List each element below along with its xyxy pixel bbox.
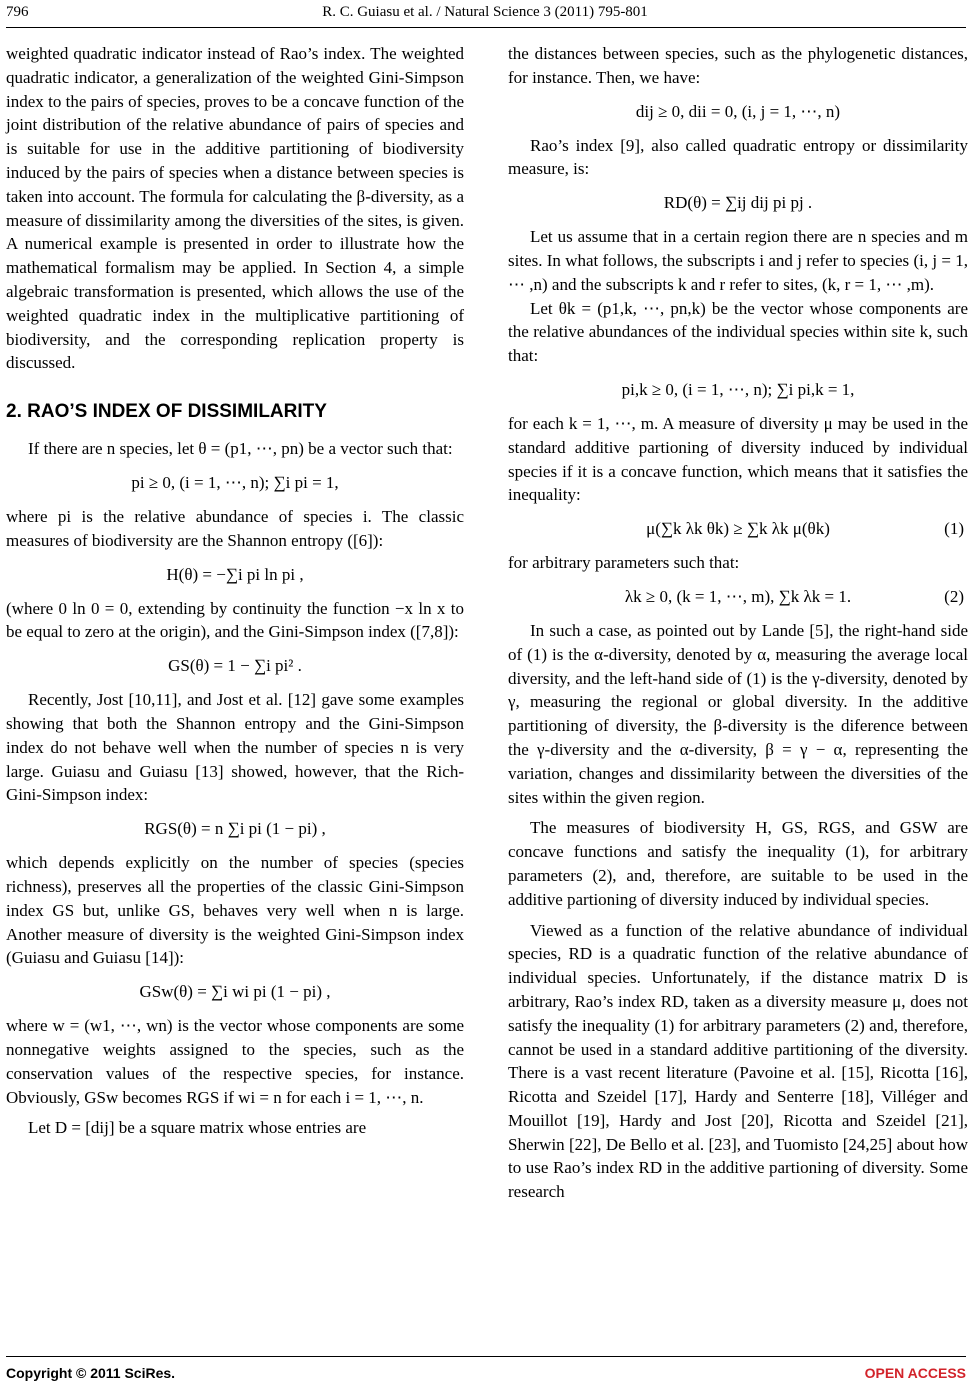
copyright: Copyright © 2011 SciRes. [6, 1365, 176, 1381]
paragraph: where pi is the relative abundance of species i. The classic measures of biodiversity are the Shannon entropy ([6]): [6, 506, 464, 550]
paragraph: In such a case, as pointed out by Lande [5], the right-hand side of (1) is the α-diversity, denoted by α, measuring the average local diversity, and the left-hand side of (1) is the γ-diversity, denoted by γ, measuring the regional or global diversity. In the additive partitioning of diversity, the β-diversity is the diference between the γ-diversity and the α-diversity, β = γ − α, representing the variation, changes and dissimilarity between the diversities of the sites within the given region. [508, 620, 968, 807]
equation-2 [508, 575, 968, 619]
open-access-label: OPEN ACCESS [864, 1365, 966, 1381]
page-number: 796 [6, 4, 29, 20]
paragraph: Recently, Jost [10,11], and Jost et al. [12] gave some examples showing that both the Shannon entropy and the Gini-Simpson index do not behave well when the number of species n is very large. Guiasu and Guiasu [13] showed, however, that the Rich-Gini-Simpson index: [6, 690, 464, 805]
equation: GS(θ) = 1 − ∑i pi² . [168, 656, 302, 676]
equation-number: (1) [944, 519, 964, 539]
paragraph: Let θk = (p1,k, ⋯, pn,k) be the vector whose components are the relative abundances of the individual species within site k, such that: [508, 298, 968, 366]
equation: pi ≥ 0, (i = 1, ⋯, n); ∑i pi = 1, [131, 473, 339, 493]
paragraph: The measures of biodiversity H, GS, RGS, and GSW are concave functions and satisfy the inequality (1), for arbitrary parameters (2), and, therefore, are suitable to be used in the additive partioning of diversity induced by individual species. [508, 818, 968, 909]
equation: H(θ) = −∑i pi ln pi , [166, 564, 304, 584]
equation: RD(θ) = ∑ij dij pi pj . [663, 193, 813, 213]
equation-body: λk ≥ 0, (k = 1, ⋯, m), ∑k λk = 1. [624, 587, 852, 607]
right-column [508, 42, 968, 1204]
footer-rule [6, 1356, 966, 1357]
paragraph: If there are n species, let θ = (p1, ⋯, pn) be a vector such that: [28, 439, 453, 459]
paragraph: (where 0 ln 0 = 0, extending by continuity the function −x ln x to be equal to zero at the origin), and the Gini-Simpson index ([7,8]): [6, 598, 464, 642]
equation: pi,k ≥ 0, (i = 1, ⋯, n); ∑i pi,k = 1, [621, 380, 855, 400]
paragraph: where w = (w1, ⋯, wn) is the vector whose components are some nonnegative weights assigned to the species, such as the conservation values of the respective species, for instance. Obviously, GSw becomes RGS if wi = n for each i = 1, ⋯, n. [6, 1016, 464, 1107]
paragraph: weighted quadratic indicator instead of Rao’s index. The weighted quadratic indicator, a generalization of the weighted Gini-Simpson index to the pairs of species, proves to be a concave function of the joint distribution of the relative abundance of pairs of species and is suitable for use in the additive partitioning of biodiversity induced by the pairs of species when a distance between species is taken into account. The formula for calculating the β-diversity, as a measure of dissimilarity among the diversities of the sites, is given. A numerical example is presented in order to illustrate how the mathematical formalism may be applied. In Section 4, a simple algebraic transformation is presented, which allows the use of the weighted quadratic index in the multiplicative partitioning of biodiversity, and the corresponding replication property is discussed. [6, 44, 464, 373]
equation-body: μ(∑k λk θk) ≥ ∑k λk μ(θk) [646, 519, 830, 539]
equation-number: (2) [944, 587, 964, 607]
equation: RGS(θ) = n ∑i pi (1 − pi) , [144, 819, 326, 839]
running-head: R. C. Guiasu et al. / Natural Science 3 (2011) 795-801 [322, 4, 648, 20]
paragraph: for arbitrary parameters such that: [508, 553, 740, 573]
equation-1 [508, 507, 968, 551]
paragraph: for each k = 1, ⋯, m. A measure of diversity μ may be used in the standard additive partioning of diversity induced by individual species if it is a concave function, which means that it satisfies the inequality: [508, 413, 968, 505]
paragraph: Let us assume that in a certain region there are n species and m sites. In what follows, the subscripts i and j refer to species (i, j = 1, ⋯ ,n) and the subscripts k and r refer to sites, (k, r = 1, ⋯ ,m). [508, 227, 968, 294]
paragraph: which depends explicitly on the number of species (species richness), preserves all the properties of the classic Gini-Simpson index GS but, unlike GS, behaves very well when n is large. Another measure of diversity is the weighted Gini-Simpson index (Guiasu and Guiasu [14]): [6, 853, 464, 968]
paragraph: Rao’s index [9], also called quadratic entropy or dissimilarity measure, is: [508, 135, 968, 179]
paragraph: Viewed as a function of the relative abundance of individual species, RD is a quadratic function of the relative abundance of individual species. Unfortunately, if the distance matrix D is arbitrary, Rao’s index RD, taken as a diversity measure μ, does not satisfy the inequality (1) for arbitrary parameters (2) and, therefore, cannot be used in a standard additive partitioning of the diversity. There is a vast recent literature (Pavoine et al. [15], Ricotta [16], Ricotta and Szeidel [17], Hardy and Senterre [18], Villéger and Mouillot [19], Hardy and Jost [20], Ricotta and Szeidel [21], Sherwin [22], De Bello et al. [23], and Tuomisto [24,25] about how to use Rao’s index RD in the additive partioning of diversity. Some research [508, 920, 968, 1202]
header-rule [6, 27, 966, 28]
equation: GSw(θ) = ∑i wi pi (1 − pi) , [139, 982, 331, 1002]
paragraph: Let D = [dij] be a square matrix whose entries are [28, 1118, 367, 1138]
paragraph: the distances between species, such as the phylogenetic distances, for instance. Then, we have: [508, 44, 968, 87]
left-column [6, 42, 464, 1140]
section-title: 2. RAO’S INDEX OF DISSIMILARITY [6, 401, 327, 423]
equation: dij ≥ 0, dii = 0, (i, j = 1, ⋯, n) [635, 101, 841, 121]
